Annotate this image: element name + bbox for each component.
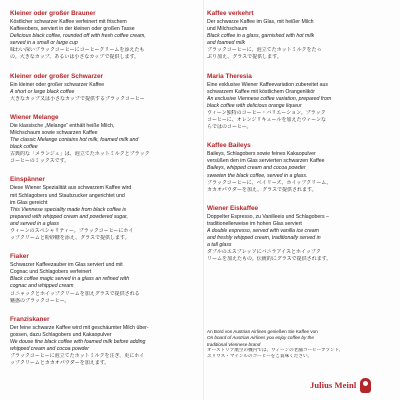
footer-en: traditional Viennese brand — [207, 341, 261, 347]
desc-en: Black coffee magic served in a glass an refined with — [10, 276, 130, 283]
desc-en: whipped cream and cocoa powder — [10, 346, 90, 352]
desc-ja: ぷり加え、グラスで提供します。 — [207, 54, 282, 61]
item-title: Einspänner — [10, 176, 45, 184]
desc-en: and freshly whipped cream, traditionally served in — [207, 235, 321, 242]
item-title: Maria Theresia — [207, 72, 252, 80]
desc-en: served in a small or large cup — [10, 40, 78, 47]
desc-de: Eine exklusive Wiener Kaffeevariation zubereitet aus — [207, 81, 329, 88]
desc-ja: ブラックコーヒーに、ベイリーズ、ホイップクリーム、 — [207, 179, 332, 186]
left-column — [10, 10, 200, 378]
menu-item-einspaenner — [10, 176, 200, 242]
menu-item-melange — [10, 114, 200, 166]
footer-ja: オーストリア航空の機内では、ウィーンの老舗コーヒーブランド、 — [207, 347, 344, 353]
desc-ja: 大きなカップ又は小さなカップで提供するブラックコーヒー — [10, 95, 145, 102]
menu-item-franziskaner — [10, 316, 200, 368]
item-title: Kleiner oder großer Brauner — [10, 10, 96, 17]
desc-ja: コーヒーのミックスです。 — [10, 158, 70, 165]
julius-meinl-moor-logo-icon — [360, 378, 371, 393]
desc-ja: ブラックコーヒーに泡立てたホットミルクを注ぎ、更にホイ — [10, 353, 145, 360]
footer-note — [207, 329, 393, 360]
desc-en: Black coffee in a glass, garnished with hot milk — [207, 33, 315, 40]
desc-ja: ップクリームとカカオパウダーを加えます。 — [10, 360, 110, 367]
desc-en: Baileys, whipped cream and cocoa powder — [207, 165, 306, 172]
footer-en: On board of Austrian Airlines you enjoy coffee by the — [207, 335, 314, 341]
desc-en: The classic Melange contains hot milk, foamed milk and — [10, 137, 139, 144]
desc-en: We douse fine black coffee with foamed milk before adding — [10, 338, 146, 345]
desc-en: Delicious black coffee, rounded off with fresh coffee cream, — [10, 33, 146, 40]
desc-de: und Milchschaum — [207, 26, 248, 33]
brand-logo — [310, 376, 390, 394]
desc-de: Doppelter Espresso, zu Vanilleeis und Schlagobers – — [207, 213, 329, 220]
desc-ja: 魅惑のブラックコーヒー。 — [10, 297, 70, 304]
desc-en: cognac and whipped cream — [10, 283, 74, 290]
desc-de: im Glas gereicht — [10, 199, 48, 206]
item-title: Franziskaner — [10, 315, 50, 323]
desc-en: sweeten the black coffee, served in a glass. — [207, 172, 308, 179]
desc-de: mit Schlagobers und Staubzucker angerichtet und — [10, 192, 125, 199]
item-title: Kaffee Baileys — [207, 142, 251, 150]
desc-de: Cognac und Schlagobers verfeinert — [10, 269, 92, 276]
desc-en: and foamed milk — [207, 40, 246, 47]
desc-de: Schwarzer Kaffeezauber im Glas serviert und mit — [10, 262, 123, 269]
desc-de: Diese Wiener Spezialität aus schwarzem Kaffee wird — [10, 185, 132, 192]
desc-de: gossen, dazu Schlagobers und Kakaopulver — [10, 331, 112, 338]
desc-en: black coffee — [10, 144, 38, 151]
item-title: Kleiner oder großer Schwarzer — [10, 72, 104, 80]
item-title: Kaffee verkehrt — [207, 10, 254, 17]
desc-de: schwarzem Kaffee mit köstlichem Orangenlikör — [207, 88, 316, 95]
desc-en: and served in a glass — [10, 220, 60, 227]
desc-de: Kaffeeobers, serviert in der kleinen oder großen Tasse — [10, 26, 135, 33]
menu-item-verkehrt — [207, 10, 393, 62]
menu-item-schwarzer — [10, 73, 200, 103]
item-title: Wiener Eiskaffee — [207, 204, 259, 212]
desc-de: Die klassische „Melange“ enthält heiße Milch, — [10, 122, 115, 129]
desc-ja: コニャックとホイップクリームを加えグラスで提供される — [10, 290, 140, 297]
right-column — [207, 10, 393, 274]
desc-ja: リームを加えたもの。伝統的にグラスで提供されます。 — [207, 256, 332, 263]
desc-en: A double espresso, served with vanilla ice cream — [207, 227, 319, 234]
menu-item-maria-theresia — [207, 73, 393, 132]
desc-de: Ein kleiner oder großer schwarzer Kaffee — [10, 81, 105, 88]
page-fold — [203, 0, 204, 400]
desc-de: versüßen den im Glas servierten schwarzen Kaffee — [207, 158, 325, 165]
desc-en: A short or large black coffee — [10, 88, 75, 95]
desc-de: Milchschaum sowie schwarzen Kaffee — [10, 129, 98, 136]
desc-ja: ウィーン独特のコーヒー・バリエーション。ブラック — [207, 109, 326, 116]
desc-ja: ウィーンのスペシャリティー。ブラックコーヒーにホイ — [10, 227, 134, 234]
desc-ja: らではのコーヒー。 — [207, 124, 252, 131]
footer-ja: ユリウス・マインルのコーヒーをご賞味ください。 — [207, 354, 313, 360]
desc-en: An exclusive Viennese coffee variation, prepared from — [207, 95, 332, 102]
desc-ja: ップクリームと粉砂糖を添え、グラスで提供します。 — [10, 235, 130, 242]
desc-de: traditionellerweise im hohen Glas serviert — [207, 220, 302, 227]
desc-ja: ブラックコーヒーに、泡立てたホットミルクをたっ — [207, 47, 322, 54]
menu-item-brauner — [10, 10, 200, 62]
menu-item-fiaker — [10, 253, 200, 305]
desc-de: Köstlicher schwarzer Kaffee verfeinert mit frischem — [10, 19, 127, 25]
desc-ja: 味わい深いブラックコーヒーにコーヒークリームを添えたも — [10, 47, 145, 54]
desc-en: prepared with whipped cream and powdered sugar, — [10, 213, 128, 220]
desc-de: Der feine schwarze Kaffee wird mit geschäumter Milch über- — [10, 324, 149, 331]
desc-ja: ダブルのエスプレッソにバニラアイスとホイップク — [207, 249, 321, 256]
brand-name: Julius Meinl — [310, 380, 357, 390]
footer-de: An Bord von Austrian Airlines genießen Sie Kaffee von — [207, 329, 318, 334]
desc-ja: カカオパウダーを加え、グラスで提供されます。 — [207, 186, 317, 193]
item-title: Wiener Melange — [10, 113, 59, 121]
desc-de: Baileys, Schlagobers sowie feines Kakaopulver — [207, 151, 316, 158]
desc-de: Der schwarze Kaffee im Glas, mit heißer Milch — [207, 19, 314, 25]
desc-en: black coffee with delicious orange liqueur — [207, 102, 302, 109]
menu-item-baileys — [207, 142, 393, 194]
desc-en: a tall glass — [207, 242, 232, 249]
menu-item-eiskaffee — [207, 205, 393, 264]
desc-ja: 古典的な「メランジュ」は、泡立てたホットミルクとブラック — [10, 151, 150, 158]
desc-en: This Viennese speciality made from black coffee is — [10, 206, 127, 213]
desc-ja: コーヒーに、オレンジリキュールを加えたウィーンな — [207, 117, 327, 124]
desc-ja: の。大きなカップ、あるいは小さなカップで提供します。 — [10, 54, 140, 61]
item-title: Fiaker — [10, 253, 29, 261]
